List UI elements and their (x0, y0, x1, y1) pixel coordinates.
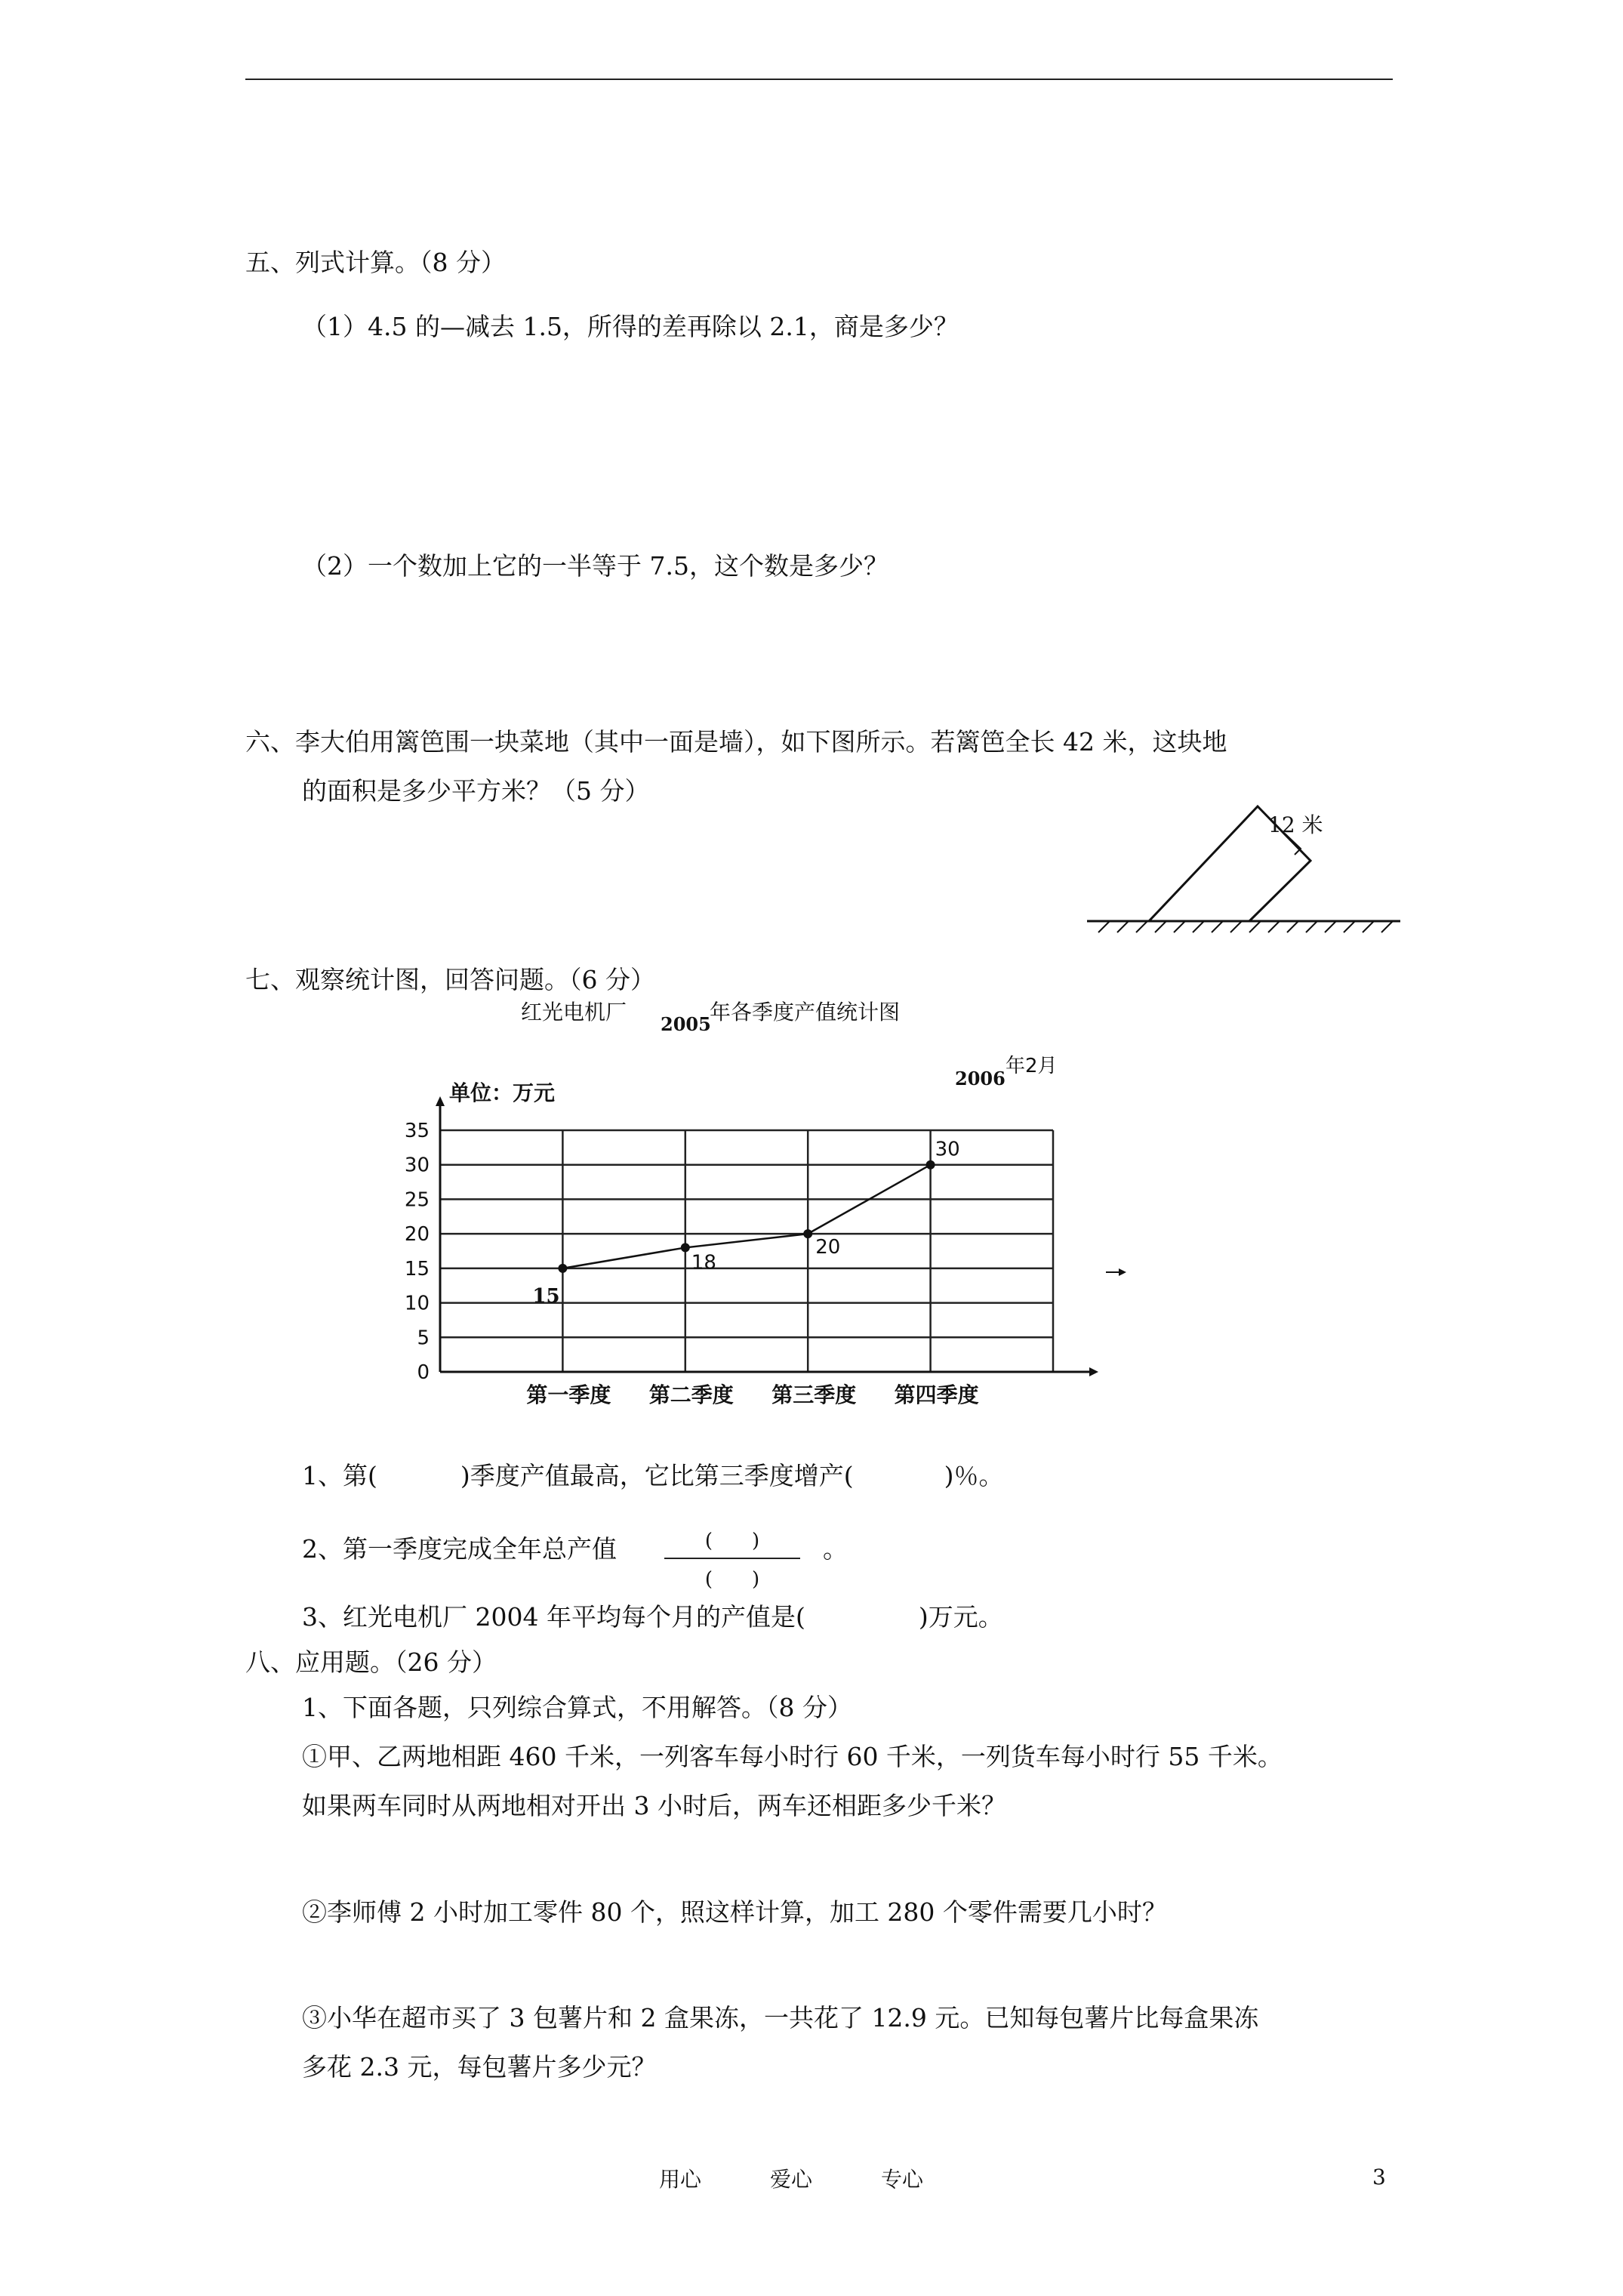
footer-text-3: 专心 (881, 2167, 924, 2192)
y-tick-label: 10 (404, 1292, 430, 1315)
y-axis-unit-label: 单位：万元 (449, 1080, 556, 1105)
section5-title: 五、列式计算。（8 分） (245, 248, 506, 277)
series-line (562, 1165, 930, 1268)
section6-line-2: 的面积是多少平方米？（5 分） (302, 776, 650, 806)
q2-end: 。 (823, 1534, 848, 1564)
fence-diagram (1087, 800, 1404, 944)
header-rule (245, 79, 1393, 80)
page-number: 3 (1372, 2165, 1386, 2190)
wall-hatching (1098, 921, 1393, 932)
series-polyline (562, 1165, 930, 1268)
section7-question-2 (302, 1534, 617, 1564)
data-labels (532, 1139, 959, 1308)
data-point (558, 1264, 567, 1273)
y-tick-label: 30 (404, 1154, 430, 1177)
problem-3-line-1: ③小华在超市买了 3 包薯片和 2 盒果冻，一共花了 12.9 元。已知每包薯片比每盒果冻 (302, 2003, 1259, 2032)
problem-2: ②李师傅 2 小时加工零件 80 个，照这样计算，加工 280 个零件需要几小时？ (302, 1897, 1167, 1927)
chart-title (521, 1000, 1058, 1089)
section7-question-1 (302, 1461, 1004, 1491)
q1-part-a: 1、第( (302, 1461, 377, 1490)
section8-subtitle-1: 1、下面各题，只列综合算式，不用解答。（8 分） (302, 1693, 852, 1722)
problem-3-line-2: 多花 2.3 元，每包薯片多少元？ (302, 2052, 657, 2082)
chart-date-year: 2006 (955, 1068, 1006, 1089)
data-point (803, 1229, 812, 1238)
x-tick-label: 第一季度 (526, 1382, 611, 1407)
y-tick-label: 35 (404, 1120, 430, 1142)
footer-text-1: 用心 (659, 2167, 702, 2192)
y-tick-label: 15 (404, 1257, 430, 1281)
y-tick-label: 0 (417, 1361, 430, 1384)
problem-1-line-1: ①甲、乙两地相距 460 千米，一列客车每小时行 60 千米，一列货车每小时行 55 千米。 (302, 1742, 1283, 1771)
x-axis-arrow (1089, 1367, 1098, 1376)
chart-grid (440, 1130, 1053, 1372)
y-tick-labels (405, 1120, 430, 1384)
q1-part-c: )％。 (944, 1461, 1004, 1490)
fraction-blank[interactable] (664, 1525, 800, 1592)
q2-part-a: 2、第一季度完成全年总产值 (302, 1534, 617, 1564)
chart-title-year: 2005 (661, 1013, 711, 1035)
q1-part-b: )季度产值最高，它比第三季度增产( (460, 1461, 854, 1490)
x-tick-label: 第三季度 (771, 1382, 857, 1407)
fraction-numerator: ( ) (704, 1530, 760, 1552)
chart-title-suffix: 年各季度产值统计图 (710, 1000, 901, 1025)
data-point (681, 1243, 690, 1252)
q3-part-a: 3、红光电机厂 2004 年平均每个月的产值是( (302, 1602, 805, 1632)
diagram-length-label: 12 米 (1268, 812, 1323, 837)
x-tick-label: 第二季度 (648, 1382, 734, 1407)
stray-arrow-mark (1106, 1268, 1126, 1276)
chart-axes (436, 1096, 1098, 1376)
section6-line-1: 六、李大伯用篱笆围一块菜地（其中一面是墙），如下图所示。若篱笆全长 42 米，这块地 (245, 727, 1227, 757)
section5-question-1: （1）4.5 的—减去 1.5，所得的差再除以 2.1，商是多少？ (302, 312, 959, 341)
chart-title-prefix: 红光电机厂 (521, 1000, 627, 1025)
fraction-denominator: ( ) (704, 1568, 760, 1591)
y-tick-label: 25 (404, 1188, 430, 1212)
section7-question-3 (302, 1602, 1003, 1632)
fraction-bar (664, 1558, 800, 1559)
y-tick-label: 20 (404, 1223, 430, 1247)
x-tick-labels (526, 1382, 978, 1407)
footer-text-2: 爱心 (770, 2167, 813, 2192)
data-label: 20 (815, 1236, 841, 1259)
data-label: 30 (935, 1138, 960, 1161)
y-tick-label: 5 (417, 1327, 430, 1350)
y-axis-arrow (436, 1096, 445, 1106)
series-points (558, 1160, 935, 1273)
x-tick-label: 第四季度 (894, 1382, 979, 1407)
chart-date-suffix: 年2月 (1006, 1055, 1058, 1077)
data-label: 18 (691, 1251, 716, 1274)
problem-1-line-2: 如果两车同时从两地相对开出 3 小时后，两车还相距多少千米？ (302, 1791, 1006, 1820)
section7-title: 七、观察统计图，回答问题。（6 分） (245, 965, 655, 994)
production-line-chart (393, 997, 1147, 1419)
data-point (926, 1160, 935, 1170)
data-label: 15 (532, 1284, 560, 1308)
q3-part-b: )万元。 (918, 1602, 1003, 1632)
section8-title: 八、应用题。（26 分） (245, 1647, 497, 1677)
section5-question-2: （2）一个数加上它的一半等于 7.5，这个数是多少？ (302, 551, 888, 581)
